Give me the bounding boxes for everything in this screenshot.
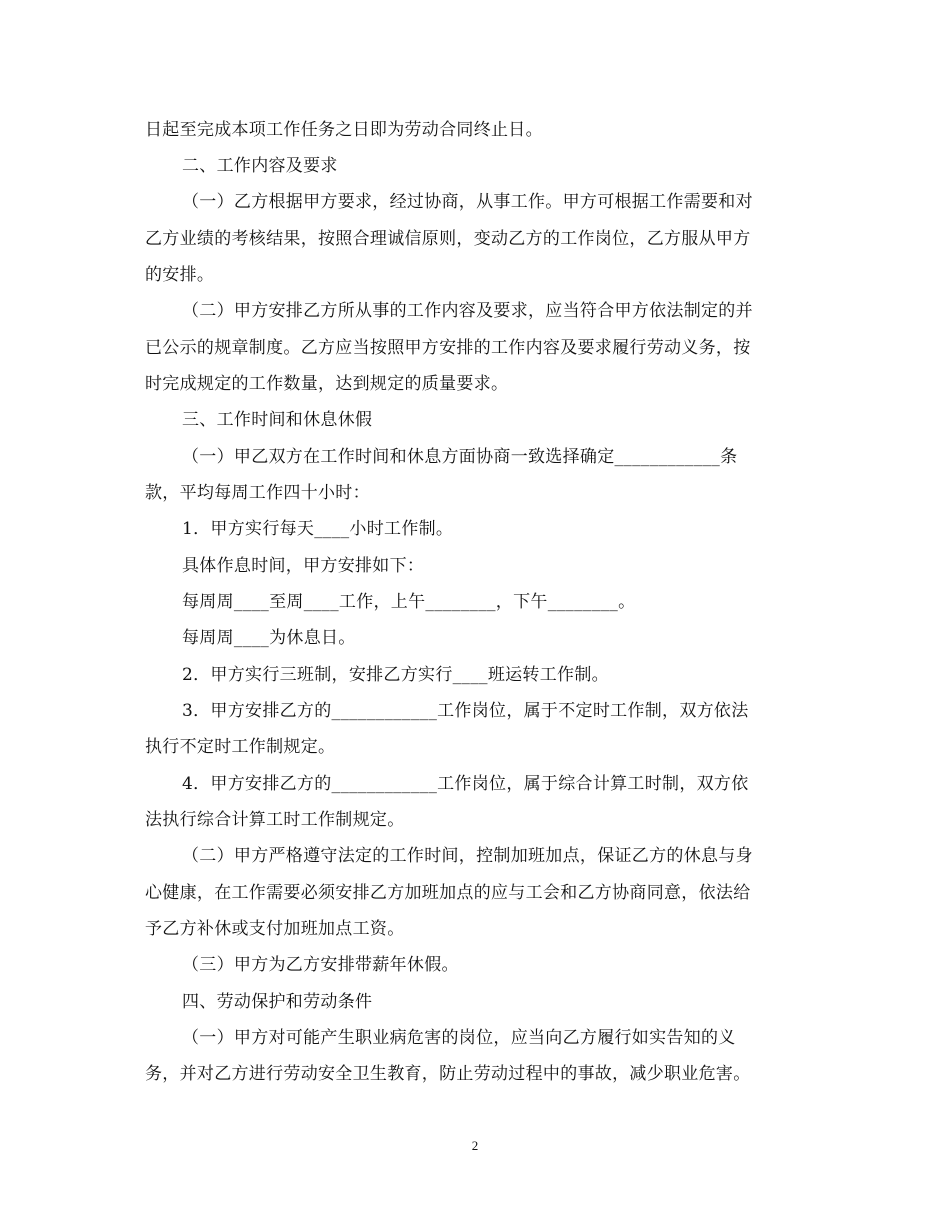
page-number: 2 [471, 1138, 479, 1153]
text-line: 2．甲方实行三班制，安排乙方实行____班运转工作制。 [182, 665, 609, 685]
text-line: 3．甲方安排乙方的____________工作岗位，属于不定时工作制，双方依法 [182, 701, 749, 721]
text-line: 具体作息时间，甲方安排如下： [182, 556, 425, 576]
section-heading: 二、工作内容及要求 [182, 156, 338, 176]
text-line: 心健康，在工作需要必须安排乙方加班加点的应与工会和乙方协商同意，依法给 [145, 883, 751, 903]
text-line: 予乙方补休或支付加班加点工资。 [145, 919, 405, 939]
text-line: 执行不定时工作制规定。 [145, 737, 336, 757]
text-line: （二）甲方严格遵守法定的工作时间，控制加班加点，保证乙方的休息与身 [182, 846, 753, 866]
text-line: 法执行综合计算工时工作制规定。 [145, 810, 405, 830]
text-line: 的安排。 [145, 265, 215, 285]
text-line: 1．甲方实行每天____小时工作制。 [182, 519, 454, 539]
text-line: 款，平均每周工作四十小时： [145, 483, 370, 503]
text-line: 务，并对乙方进行劳动安全卫生教育，防止劳动过程中的事故，减少职业危害。 [145, 1064, 751, 1084]
section-heading: 四、劳动保护和劳动条件 [182, 992, 373, 1012]
text-line: （一）甲乙双方在工作时间和休息方面协商一致选择确定____________条 [182, 447, 738, 467]
text-line: （三）甲方为乙方安排带薪年休假。 [182, 955, 459, 975]
text-line: 乙方业绩的考核结果，按照合理诚信原则，变动乙方的工作岗位，乙方服从甲方 [145, 229, 751, 249]
text-line: 每周周____至周____工作，上午________，下午________。 [182, 592, 636, 612]
text-line: 4．甲方安排乙方的____________工作岗位，属于综合计算工时制，双方依 [182, 774, 749, 794]
section-heading: 三、工作时间和休息休假 [182, 410, 373, 430]
text-line: 已公示的规章制度。乙方应当按照甲方安排的工作内容及要求履行劳动义务，按 [145, 338, 751, 358]
text-line: （二）甲方安排乙方所从事的工作内容及要求，应当符合甲方依法制定的并 [182, 301, 753, 321]
text-line: 每周周____为休息日。 [182, 628, 356, 648]
text-line: （一）乙方根据甲方要求，经过协商，从事工作。甲方可根据工作需要和对 [182, 192, 753, 212]
text-line: 日起至完成本项工作任务之日即为劳动合同终止日。 [145, 120, 543, 140]
text-line: 时完成规定的工作数量，达到规定的质量要求。 [145, 374, 509, 394]
text-line: （一）甲方对可能产生职业病危害的岗位，应当向乙方履行如实告知的义 [182, 1028, 736, 1048]
